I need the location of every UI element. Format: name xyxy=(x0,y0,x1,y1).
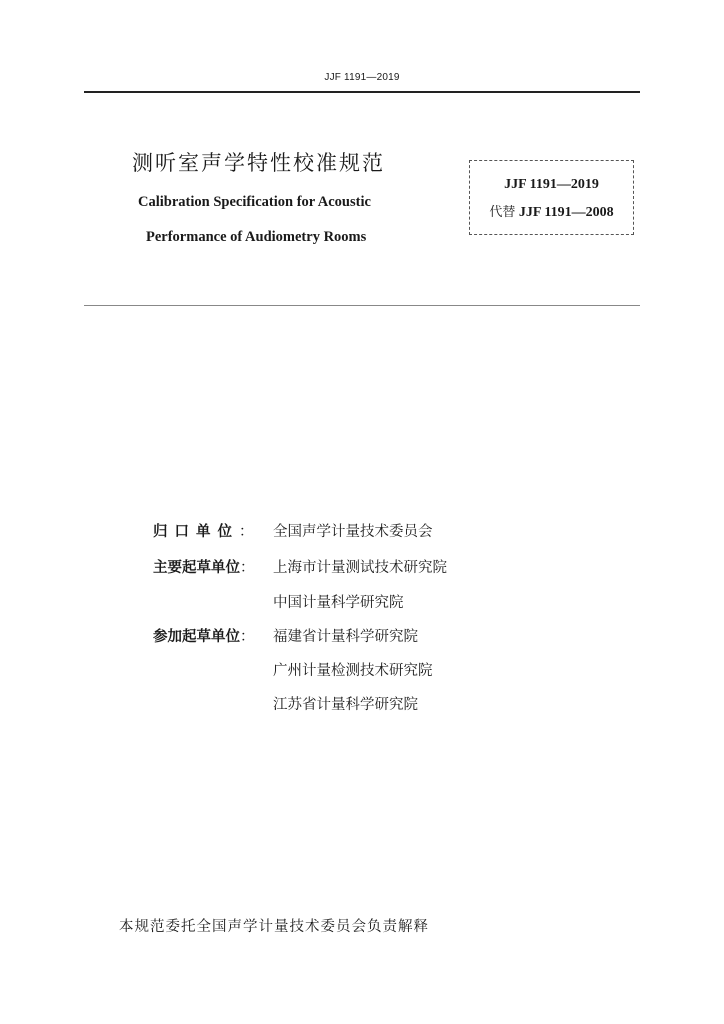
current-standard-code: JJF 1191—2019 xyxy=(504,177,599,192)
replaces-label: 代替 xyxy=(489,205,516,220)
participating-unit-1: 福建省计量科学研究院 xyxy=(273,629,418,645)
label-colon: ： xyxy=(240,560,255,576)
english-title-line-2: Performance of Audiometry Rooms xyxy=(146,229,367,245)
section-divider xyxy=(84,305,640,306)
replaced-standard-code: JJF 1191—2008 xyxy=(518,205,614,220)
label-colon: ： xyxy=(239,524,261,540)
responsible-unit-label xyxy=(153,520,261,541)
participating-drafting-label-text: 参加起草单位 xyxy=(153,629,240,645)
english-title-line-1: Calibration Specification for Acoustic xyxy=(138,194,371,210)
chinese-title: 测听室声学特性校准规范 xyxy=(132,151,385,175)
replaced-standard-line xyxy=(470,201,633,221)
main-drafting-label xyxy=(153,556,255,577)
main-drafting-unit-1: 上海市计量测试技术研究院 xyxy=(273,560,447,576)
participating-drafting-label xyxy=(153,625,255,646)
interpretation-note: 本规范委托全国声学计量技术委员会负责解释 xyxy=(119,919,429,935)
label-colon: ： xyxy=(240,629,255,645)
responsible-unit-label-text: 归口单位 xyxy=(153,524,239,540)
header-standard-code: JJF 1191—2019 xyxy=(324,72,400,83)
standard-code-box xyxy=(469,160,634,235)
header-divider xyxy=(84,91,640,93)
main-drafting-unit-2: 中国计量科学研究院 xyxy=(273,595,404,611)
participating-unit-2: 广州计量检测技术研究院 xyxy=(273,663,433,679)
participating-unit-3: 江苏省计量科学研究院 xyxy=(273,697,418,713)
main-drafting-label-text: 主要起草单位 xyxy=(153,560,240,576)
responsible-unit: 全国声学计量技术委员会 xyxy=(273,524,433,540)
